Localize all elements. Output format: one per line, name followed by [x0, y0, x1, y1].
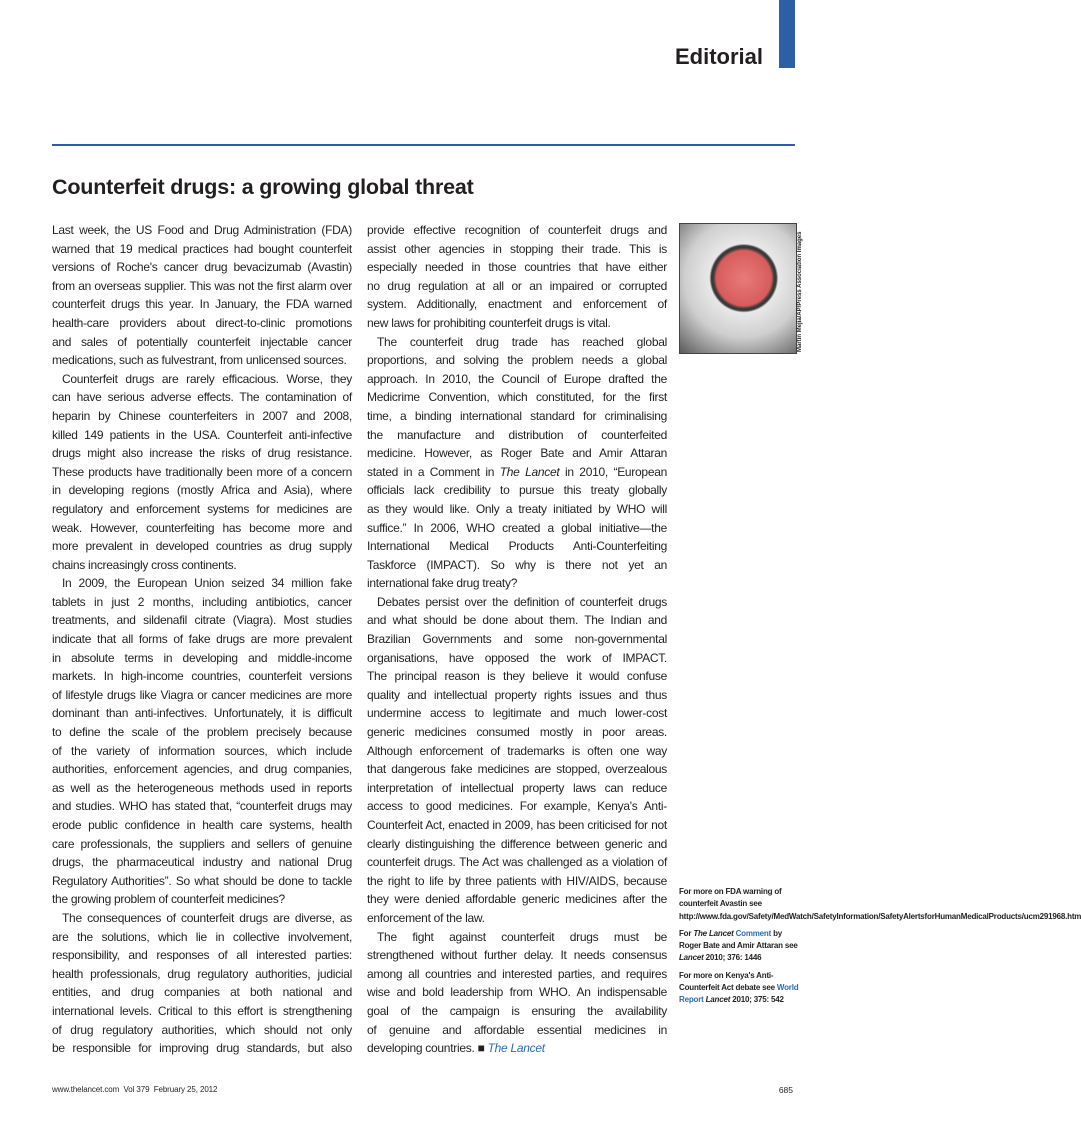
text-line: no drug regulation at all or an impaired or corrupted [367, 278, 667, 293]
text-run: developing countries. ■ [367, 1041, 488, 1056]
text-line: Brazilian Governments and some non-governmental [367, 632, 667, 647]
article-title: Counterfeit drugs: a growing global threat [52, 175, 474, 199]
link-text[interactable]: World Report [679, 983, 799, 1005]
text-line: in absolute terms in developing and middle-income [52, 650, 352, 665]
text-line: erode public confidence in health care systems, health [52, 818, 352, 832]
text-line: the growing problem of counterfeit medicines? [52, 892, 285, 907]
text-line: as they would like. Only a treaty initiated by WHO will [367, 501, 667, 516]
text-run: For more on FDA warning of counterfeit Avastin see http://www.fda.gov/Safety/MedWatch/SafetyInformation/SafetyAlertsforHumanMedicalProducts/ucm291968.htm [679, 887, 1081, 921]
text-line: assist other agencies in stopping their trade. This is [367, 241, 667, 256]
text-line: quality and intellectual property rights issues and thus [367, 687, 667, 702]
text-run: The Lancet [693, 928, 734, 938]
text-line: warned that 19 medical practices had bought counterfeit [52, 241, 352, 256]
text-run: stated in a Comment in [367, 464, 500, 479]
text-column-1 [52, 221, 352, 1058]
text-line: Counterfeit drugs are rarely efficacious. Worse, they [62, 371, 352, 386]
text-line: the right to life by three patients with HIV/AIDS, because [367, 873, 667, 888]
text-line: international levels. Critical to this effort is strengthening [52, 1003, 352, 1018]
text-line: wise and bold leadership from WHO. An indispensable [367, 985, 667, 1000]
text-line: The principal reason is they believe it would confuse [367, 669, 667, 684]
text-line: counterfeit drugs this year. In January, the FDA warned [52, 297, 352, 312]
text-line: they were denied affordable generic medicines after the [367, 892, 667, 907]
page-number: 685 [778, 1085, 793, 1095]
header-rule [52, 144, 795, 146]
text-line: proportions, and solving the problem needs a global [367, 353, 667, 368]
text-line: treatments, and sildenafil citrate (Viagra). Most studies [52, 613, 352, 628]
text-line: Taskforce (IMPACT). So why is there not yet an [367, 557, 667, 572]
text-run: The Lancet [499, 464, 560, 479]
text-line: Last week, the US Food and Drug Administration (FDA) [52, 223, 352, 237]
text-line: undermine access to legitimate and much lower-cost [367, 706, 667, 721]
text-line: system. Additionally, enactment and enforcement of [367, 297, 667, 312]
text-run: For more on Kenya's Anti-Counterfeit Act debate see [679, 970, 777, 993]
text-line: The fight against counterfeit drugs must be [377, 929, 667, 944]
counterfeit-pills-photo [679, 223, 797, 354]
text-line: to define the scale of the problem precisely because [52, 725, 352, 740]
text-line: that dangerous fake medicines are stopped, overzealous [367, 762, 667, 777]
text-line: as well as the heterogeneous methods used in reports [52, 780, 352, 795]
text-line: from an overseas supplier. This was not the first alarm over [52, 278, 352, 293]
text-line: indicate that all forms of fake drugs are more prevalent [52, 632, 352, 647]
text-line: counterfeit drugs. The Act was challenged as a violation of [367, 855, 667, 870]
text-line: In 2009, the European Union seized 34 million fake [62, 576, 352, 591]
text-line: organisations, have opposed the work of IMPACT. [367, 650, 667, 665]
footer-journal-info: www.thelancet.com Vol 379 February 25, 2012 [52, 1085, 218, 1094]
text-line [367, 463, 667, 482]
text-line: of lifestyle drugs like Viagra or cancer medicines are more [52, 687, 352, 702]
text-line: more prevalent in developed countries as drug supply [52, 539, 352, 554]
section-color-bar [779, 0, 795, 68]
text-line: the manufacture and distribution of counterfeited [367, 427, 667, 442]
text-line: especially needed in those countries that have either [367, 260, 667, 275]
link-text[interactable]: The Lancet [487, 1041, 545, 1056]
text-line: goal of the campaign is ensuring the availability [367, 1003, 667, 1018]
text-line: suffice.” In 2006, WHO created a global initiative—the [367, 520, 667, 535]
text-line: can have serious adverse effects. The contamination of [52, 390, 352, 405]
text-column-2 [367, 221, 667, 1058]
text-line: approach. In 2010, the Council of Europe drafted the [367, 371, 667, 386]
text-line: These products have traditionally been more of a concern [52, 464, 352, 479]
text-line: markets. In high-income countries, counterfeit versions [52, 669, 352, 684]
text-line: health-care providers about direct-to-clinic promotions [52, 315, 352, 330]
text-line: weak. However, counterfeiting has become more and [52, 520, 352, 535]
text-line: medications, such as fulvestrant, from unlicensed sources. [52, 353, 347, 368]
text-line: are the solutions, which lie in collective involvement, [52, 929, 352, 944]
text-line: of genuine and affordable essential medicines in [367, 1022, 667, 1037]
text-line: drugs, the pharmaceutical industry and national Drug [52, 855, 352, 870]
text-line: Regulatory Authorities”. So what should be done to tackle [52, 873, 352, 888]
margin-note [679, 970, 799, 1007]
text-line: drugs might also increase the risks of drug resistance. [52, 446, 352, 461]
text-line: and what should be done about them. The Indian and [367, 613, 667, 628]
text-line: international fake drug treaty? [367, 576, 518, 591]
text-line: The consequences of counterfeit drugs are diverse, as [62, 910, 352, 925]
text-line: access to good medicines. For example, Kenya's Anti- [367, 799, 667, 814]
text-line: new laws for prohibiting counterfeit drugs is vital. [367, 315, 611, 330]
text-line: and studies. WHO has stated that, “counterfeit drugs may [52, 799, 352, 814]
text-run: in 2010, “European [559, 464, 667, 479]
text-line: time, a binding international standard for criminalising [367, 408, 667, 423]
text-line: generic medicines consumed mostly in poor areas. [367, 725, 667, 740]
text-line: heparin by Chinese counterfeiters in 2007 and 2008, [52, 408, 352, 423]
text-line: International Medical Products Anti-Counterfeiting [367, 539, 667, 554]
photo-credit: Martin Mejia/AP/Press Association Images [797, 231, 803, 352]
text-line: officials lack credibility to pursue this treaty globally [367, 483, 667, 498]
text-line: dominant than anti-infectives. Unfortunately, it is difficult [52, 706, 352, 721]
text-line: among all countries and interested parties, and requires [367, 966, 667, 981]
text-line: provide effective recognition of counterfeit drugs and [367, 223, 667, 237]
margin-note [679, 928, 799, 965]
text-line: be responsible for improving drug standards, but also [52, 1041, 352, 1056]
text-line: and sales of potentially counterfeit injectable cancer [52, 334, 352, 349]
text-line: medicine. However, as Roger Bate and Amir Attaran [367, 446, 667, 461]
text-line: care professionals, the suppliers and sellers of genuine [52, 836, 352, 851]
text-line: Debates persist over the definition of counterfeit drugs [377, 594, 667, 609]
text-line: enforcement of the law. [367, 910, 485, 925]
link-text[interactable]: Comment [733, 928, 772, 938]
text-line: regulatory and enforcement systems for medicines are [52, 501, 352, 516]
text-line [367, 1039, 667, 1058]
text-run: 2010; 375: 542 [730, 995, 784, 1005]
text-line: versions of Roche's cancer drug bevacizumab (Avastin) [52, 260, 352, 275]
text-line: health professionals, drug regulatory authorities, judicial [52, 966, 352, 981]
text-line: authorities, enforcement agencies, and drug companies, [52, 762, 352, 777]
text-line: strengthened without further delay. It needs consensus [367, 948, 667, 963]
text-line: interpretation of intellectual property laws can reduce [367, 780, 667, 795]
sidebar-notes [679, 886, 1081, 1012]
section-label: Editorial [674, 44, 763, 69]
text-line: of drug regulatory authorities, which should not only [52, 1022, 352, 1037]
text-line: entities, and drug companies at both national and [52, 985, 352, 1000]
text-line: Medicrime Convention, which constituted, for the first [367, 390, 667, 405]
text-line: Counterfeit Act, enacted in 2009, has been criticised for not [367, 818, 667, 832]
text-run: 2010; 376: 1446 [703, 953, 762, 963]
text-line: in developing regions (mostly Africa and Asia), where [52, 483, 352, 498]
text-line: killed 149 patients in the USA. Counterfeit anti-infective [52, 427, 352, 442]
text-run: For [679, 928, 694, 938]
text-run: by Roger Bate and Amir Attaran see [679, 928, 798, 951]
text-line: clearly distinguishing the difference between generic and [367, 836, 667, 851]
text-line: Although enforcement of trademarks is often one way [367, 743, 667, 758]
text-run: Lancet [705, 995, 731, 1005]
text-line: of the variety of information sources, which include [52, 743, 352, 758]
text-line: responsibility, and responses of all interested parties: [52, 948, 352, 963]
margin-note [679, 886, 1081, 923]
text-run: Lancet [679, 953, 704, 963]
text-line: tablets in just 2 months, including antibiotics, cancer [52, 594, 352, 609]
text-line: The counterfeit drug trade has reached global [377, 334, 667, 349]
text-line: chains increasingly cross continents. [52, 557, 237, 572]
